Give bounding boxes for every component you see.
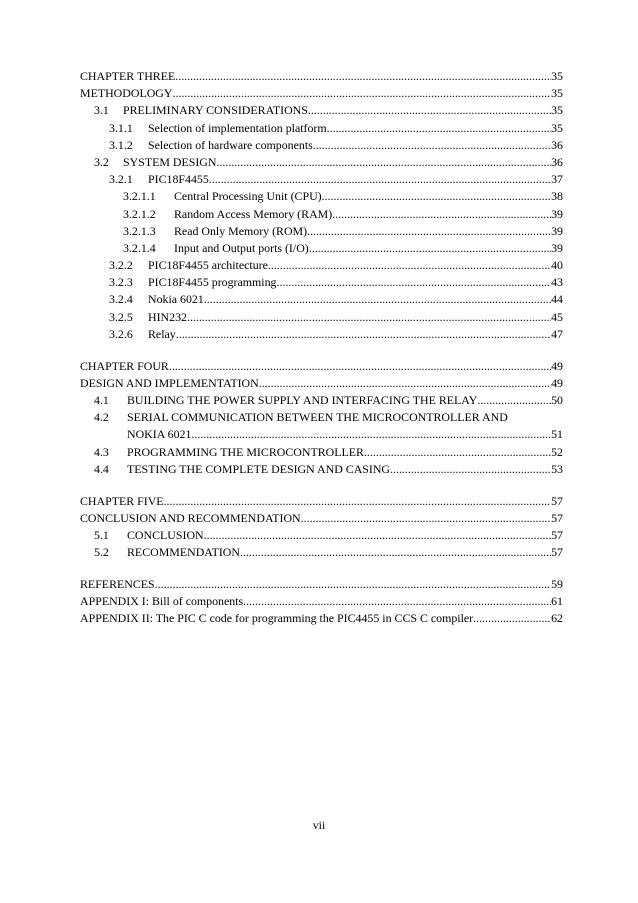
- toc-leader-dots: [175, 68, 551, 85]
- toc-leader-dots: [164, 493, 552, 510]
- toc-entry-title: CHAPTER FOUR: [80, 358, 169, 373]
- toc-leader-dots: [309, 240, 551, 257]
- toc-entry-number: 3.2.1.2: [123, 206, 156, 221]
- toc-leader-dots: [332, 206, 551, 223]
- toc-entry-number: 3.2.1: [109, 172, 133, 187]
- toc-entry[interactable]: [80, 137, 563, 154]
- toc-entry-title: Random Access Memory (RAM): [174, 206, 333, 221]
- toc-entry-number: 3.1: [94, 103, 109, 118]
- toc-entry-title: Input and Output ports (I/O): [174, 240, 309, 255]
- toc-entry-title: SYSTEM DESIGN: [123, 154, 217, 169]
- toc-entry-number: 3.2.1.4: [123, 240, 156, 255]
- toc-entry-title: METHODOLOGY: [80, 86, 173, 101]
- toc-entry-title: NOKIA 6021: [127, 427, 192, 442]
- toc-entry-title: CONCLUSION: [127, 527, 204, 542]
- toc-entry[interactable]: [80, 309, 563, 326]
- toc-entry-page: 52: [551, 444, 563, 459]
- toc-entry[interactable]: [80, 493, 563, 510]
- toc-leader-dots: [172, 85, 551, 102]
- toc-entry-title: PROGRAMMING THE MICROCONTROLLER: [127, 444, 364, 459]
- toc-entry-page: 51: [551, 427, 563, 442]
- toc-entry-title: APPENDIX I: Bill of components: [80, 594, 244, 609]
- toc-entry-page: 45: [551, 309, 563, 324]
- toc-entry-number: 4.4: [94, 461, 109, 476]
- toc-leader-dots: [216, 154, 551, 171]
- toc-entry-page: 39: [551, 240, 563, 255]
- section-spacer: [80, 478, 563, 493]
- toc-entry-page: 59: [551, 576, 563, 591]
- toc-leader-dots: [473, 610, 551, 627]
- toc-leader-dots: [209, 171, 551, 188]
- toc-leader-dots: [268, 257, 551, 274]
- toc-entry-page: 35: [551, 120, 563, 135]
- toc-entry-page: 44: [551, 292, 563, 307]
- toc-entry-title: SERIAL COMMUNICATION BETWEEN THE MICROCONTROLLER AND: [127, 410, 508, 425]
- toc-entry[interactable]: [80, 375, 563, 392]
- toc-entry-page: 53: [551, 461, 563, 476]
- toc-entry-title: DESIGN AND IMPLEMENTATION: [80, 375, 259, 390]
- toc-entry-page: 50: [551, 392, 563, 407]
- toc-entry-page: 43: [551, 275, 563, 290]
- toc-entry-page: 61: [551, 594, 563, 609]
- toc-leader-dots: [477, 392, 551, 409]
- toc-leader-dots: [390, 461, 551, 478]
- toc-entry-page: 49: [551, 375, 563, 390]
- toc-entry[interactable]: [80, 154, 563, 171]
- toc-entry[interactable]: [80, 527, 563, 544]
- toc-leader-dots: [327, 120, 551, 137]
- toc-entry-page: 57: [551, 510, 563, 525]
- toc-entry[interactable]: [80, 576, 563, 593]
- toc-entry-page: 57: [551, 493, 563, 508]
- toc-entry-number: 3.2.2: [109, 258, 133, 273]
- toc-entry-title: PIC18F4455 architecture: [148, 258, 268, 273]
- toc-entry-title: Selection of implementation platform: [148, 120, 327, 135]
- toc-entry-number: 4.3: [94, 444, 109, 459]
- toc-entry-number: 3.2.1.3: [123, 223, 156, 238]
- section-spacer: [80, 343, 563, 358]
- page-number: vii: [312, 818, 326, 832]
- toc-entry-page: 57: [551, 527, 563, 542]
- toc-entry-page: 39: [551, 223, 563, 238]
- toc-entry[interactable]: [80, 544, 563, 561]
- toc-entry-number: 3.1.2: [109, 137, 133, 152]
- toc-entry-title: RECOMMENDATION: [127, 545, 240, 560]
- toc-entry-page: 37: [551, 172, 563, 187]
- toc-entry-page: 57: [551, 545, 563, 560]
- toc-leader-dots: [204, 527, 551, 544]
- toc-entry[interactable]: [80, 274, 563, 291]
- toc-entry-page: 62: [551, 611, 563, 626]
- toc-entry-number: 3.2.1.1: [123, 189, 156, 204]
- toc-entry[interactable]: [80, 188, 563, 205]
- toc-entry-title: PRELIMINARY CONSIDERATIONS: [123, 103, 308, 118]
- toc-entry-title: Read Only Memory (ROM): [174, 223, 308, 238]
- toc-entry[interactable]: [80, 409, 563, 426]
- toc-entry-page: 35: [551, 86, 563, 101]
- toc-entry-title: HIN232: [148, 309, 187, 324]
- toc-entry-page: 35: [551, 69, 563, 83]
- toc-leader-dots: [169, 358, 551, 375]
- toc-entry-page: 40: [551, 258, 563, 273]
- toc-entry-title: CONCLUSION AND RECOMMENDATION: [80, 510, 301, 525]
- toc-entry[interactable]: [80, 68, 563, 85]
- toc-entry[interactable]: [80, 426, 563, 443]
- toc-entry[interactable]: [80, 358, 563, 375]
- toc-entry[interactable]: [80, 392, 563, 409]
- toc-entry-number: 5.1: [94, 527, 109, 542]
- toc-entry[interactable]: [80, 510, 563, 527]
- toc-entry-page: 49: [551, 358, 563, 373]
- toc-entry-number: 5.2: [94, 545, 109, 560]
- toc-entry-page: 36: [551, 137, 563, 152]
- toc-entry-page: 39: [551, 206, 563, 221]
- toc-entry[interactable]: [80, 291, 563, 308]
- toc-entry[interactable]: [80, 102, 563, 119]
- toc-entry-title: PIC18F4455: [148, 172, 209, 187]
- toc-leader-dots: [259, 375, 551, 392]
- toc-leader-dots: [308, 102, 551, 119]
- toc-leader-dots: [176, 326, 551, 343]
- toc-entry-title: PIC18F4455 programming: [148, 275, 277, 290]
- toc-entry-title: REFERENCES: [80, 576, 155, 591]
- toc-entry-title: Nokia 6021: [148, 292, 204, 307]
- toc-entry[interactable]: [80, 257, 563, 274]
- toc-entry-number: 3.2.4: [109, 292, 133, 307]
- toc-entry[interactable]: [80, 85, 563, 102]
- toc-entry[interactable]: [80, 240, 563, 257]
- toc-entry-number: 3.1.1: [109, 120, 133, 135]
- toc-entry[interactable]: [80, 206, 563, 223]
- toc-entry-title: BUILDING THE POWER SUPPLY AND INTERFACING THE RELAY: [127, 392, 478, 407]
- toc-leader-dots: [301, 510, 551, 527]
- toc-entry[interactable]: [80, 120, 563, 137]
- toc-entry-title: CHAPTER THREE: [80, 69, 176, 83]
- toc-leader-dots: [204, 291, 551, 308]
- toc-leader-dots: [191, 426, 551, 443]
- toc-entry-title: Selection of hardware components: [148, 137, 313, 152]
- toc-entry-number: 4.2: [94, 410, 109, 425]
- toc-entry[interactable]: [80, 461, 563, 478]
- toc-entry-title: CHAPTER FIVE: [80, 493, 164, 508]
- toc-entry-number: 3.2: [94, 154, 109, 169]
- toc-entry-number: 3.2.3: [109, 275, 133, 290]
- toc-entry[interactable]: [80, 326, 563, 343]
- toc-entry-number: 3.2.6: [109, 326, 133, 341]
- toc-entry[interactable]: [80, 444, 563, 461]
- toc-leader-dots: [187, 309, 551, 326]
- toc-entry-title: TESTING THE COMPLETE DESIGN AND CASING: [127, 461, 391, 476]
- toc-leader-dots: [364, 444, 551, 461]
- toc-leader-dots: [322, 188, 551, 205]
- toc-entry[interactable]: [80, 223, 563, 240]
- section-spacer: [80, 561, 563, 576]
- toc-entry[interactable]: [80, 171, 563, 188]
- table-of-contents: [80, 68, 563, 627]
- toc-leader-dots: [277, 274, 552, 291]
- toc-entry-page: 35: [551, 103, 563, 118]
- toc-leader-dots: [243, 593, 551, 610]
- toc-entry-title: APPENDIX II: The PIC C code for programming the PIC4455 in CCS C compiler: [80, 611, 474, 626]
- toc-entry[interactable]: [80, 593, 563, 610]
- toc-entry[interactable]: [80, 610, 563, 627]
- toc-leader-dots: [240, 544, 551, 561]
- toc-entry-page: 36: [551, 154, 563, 169]
- toc-entry-number: 3.2.5: [109, 309, 133, 324]
- toc-leader-dots: [307, 223, 551, 240]
- toc-leader-dots: [313, 137, 551, 154]
- toc-leader-dots: [155, 576, 551, 593]
- toc-entry-number: 4.1: [94, 392, 109, 407]
- toc-entry-page: 38: [551, 189, 563, 204]
- toc-entry-page: 47: [551, 326, 563, 341]
- toc-entry-title: Relay: [148, 326, 176, 341]
- toc-entry-title: Central Processing Unit (CPU): [174, 189, 322, 204]
